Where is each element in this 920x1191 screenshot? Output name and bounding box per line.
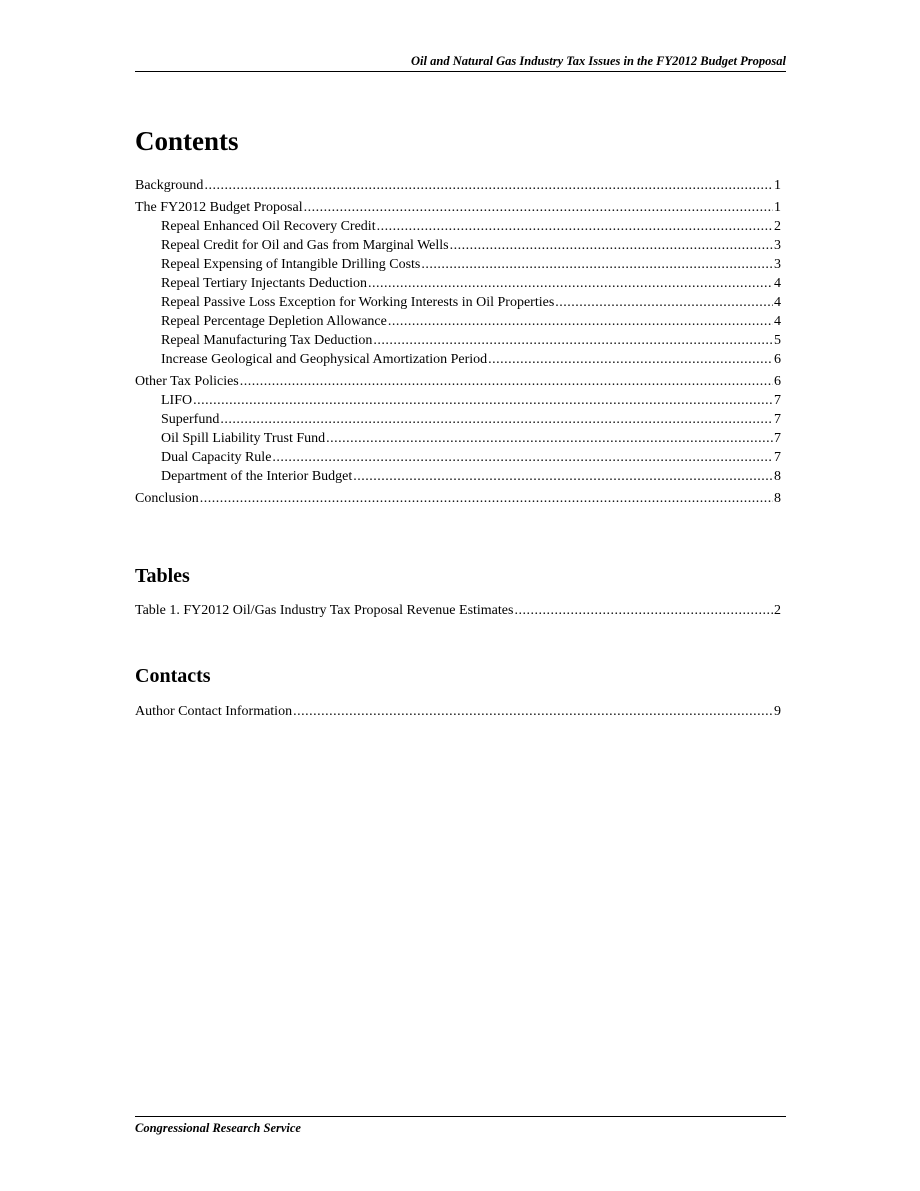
toc-entry-title: Oil Spill Liability Trust Fund bbox=[161, 431, 326, 446]
toc-entry-title: LIFO bbox=[161, 393, 193, 408]
toc-entry[interactable] bbox=[135, 274, 781, 293]
toc-entry-page: 2 bbox=[774, 603, 781, 618]
toc-leader-dots bbox=[373, 331, 773, 350]
toc-leader-dots bbox=[204, 176, 773, 195]
toc-leader-dots bbox=[272, 448, 773, 467]
toc-leader-dots bbox=[193, 391, 773, 410]
toc-entry[interactable] bbox=[135, 601, 781, 620]
toc-entry-page: 4 bbox=[774, 276, 781, 291]
toc-leader-dots bbox=[220, 410, 773, 429]
toc-entry-page: 6 bbox=[774, 352, 781, 367]
toc-entry[interactable] bbox=[135, 350, 781, 369]
toc-leader-dots bbox=[326, 429, 773, 448]
toc-entry-page: 1 bbox=[774, 178, 781, 193]
toc-leader-dots bbox=[200, 489, 773, 508]
toc-leader-dots bbox=[304, 198, 773, 217]
toc-entry[interactable] bbox=[135, 331, 781, 350]
toc-entry-title: Conclusion bbox=[135, 491, 199, 506]
toc-entry[interactable] bbox=[135, 410, 781, 429]
toc-entry[interactable] bbox=[135, 391, 781, 410]
toc-entry-title: Author Contact Information bbox=[135, 704, 293, 719]
toc-entry-page: 1 bbox=[774, 200, 781, 215]
toc-leader-dots bbox=[293, 702, 773, 721]
toc-entry-title: Repeal Credit for Oil and Gas from Marginal Wells bbox=[161, 238, 449, 253]
toc-entry[interactable] bbox=[135, 217, 781, 236]
toc-entry[interactable] bbox=[135, 372, 781, 391]
toc-entry[interactable] bbox=[135, 255, 781, 274]
toc-entry-title: The FY2012 Budget Proposal bbox=[135, 200, 303, 215]
toc-entry-title: Dual Capacity Rule bbox=[161, 450, 272, 465]
toc-entry-title: Repeal Tertiary Injectants Deduction bbox=[161, 276, 367, 291]
toc-leader-dots bbox=[368, 274, 773, 293]
toc-leader-dots bbox=[240, 372, 773, 391]
toc-leader-dots bbox=[421, 255, 773, 274]
toc-entry-title: Background bbox=[135, 178, 204, 193]
toc-entry[interactable] bbox=[135, 198, 781, 217]
toc-entry-page: 4 bbox=[774, 314, 781, 329]
toc-entry-page: 2 bbox=[774, 219, 781, 234]
toc-entry-title: Repeal Expensing of Intangible Drilling Costs bbox=[161, 257, 421, 272]
toc-entry-title: Department of the Interior Budget bbox=[161, 469, 353, 484]
toc-leader-dots bbox=[450, 236, 773, 255]
toc-leader-dots bbox=[377, 217, 773, 236]
toc-entry-page: 8 bbox=[774, 491, 781, 506]
contacts-list bbox=[135, 702, 781, 721]
toc-entry-title: Increase Geological and Geophysical Amortization Period bbox=[161, 352, 488, 367]
toc-entry-title: Repeal Enhanced Oil Recovery Credit bbox=[161, 219, 376, 234]
contents-list bbox=[135, 176, 781, 508]
toc-entry[interactable] bbox=[135, 236, 781, 255]
toc-entry[interactable] bbox=[135, 429, 781, 448]
toc-entry-page: 5 bbox=[774, 333, 781, 348]
tables-list bbox=[135, 601, 781, 620]
toc-leader-dots bbox=[555, 293, 773, 312]
toc-entry-title: Repeal Manufacturing Tax Deduction bbox=[161, 333, 373, 348]
toc-entry[interactable] bbox=[135, 702, 781, 721]
running-footer bbox=[135, 1116, 786, 1136]
toc-entry-page: 6 bbox=[774, 374, 781, 389]
toc-entry[interactable] bbox=[135, 293, 781, 312]
toc-entry-title: Superfund bbox=[161, 412, 220, 427]
toc-entry[interactable] bbox=[135, 489, 781, 508]
toc-entry-page: 7 bbox=[774, 412, 781, 427]
toc-entry-page: 7 bbox=[774, 431, 781, 446]
toc-entry-page: 8 bbox=[774, 469, 781, 484]
toc-entry-title: Repeal Percentage Depletion Allowance bbox=[161, 314, 387, 329]
tables-heading: Tables bbox=[135, 565, 190, 587]
toc-entry[interactable] bbox=[135, 448, 781, 467]
toc-entry-page: 7 bbox=[774, 393, 781, 408]
toc-leader-dots bbox=[388, 312, 773, 331]
contents-heading: Contents bbox=[135, 126, 239, 156]
contacts-heading: Contacts bbox=[135, 665, 211, 687]
toc-entry-page: 3 bbox=[774, 238, 781, 253]
toc-entry-page: 7 bbox=[774, 450, 781, 465]
toc-entry[interactable] bbox=[135, 176, 781, 195]
running-title: Oil and Natural Gas Industry Tax Issues in the FY2012 Budget Proposal bbox=[411, 54, 786, 68]
toc-entry-title: Table 1. FY2012 Oil/Gas Industry Tax Proposal Revenue Estimates bbox=[135, 603, 514, 618]
toc-entry-page: 3 bbox=[774, 257, 781, 272]
toc-entry-page: 4 bbox=[774, 295, 781, 310]
toc-leader-dots bbox=[488, 350, 773, 369]
running-header bbox=[135, 54, 786, 72]
footer-organization: Congressional Research Service bbox=[135, 1121, 301, 1135]
toc-leader-dots bbox=[353, 467, 773, 486]
toc-entry-title: Other Tax Policies bbox=[135, 374, 239, 389]
toc-entry-page: 9 bbox=[774, 704, 781, 719]
toc-leader-dots bbox=[514, 601, 773, 620]
toc-entry[interactable] bbox=[135, 467, 781, 486]
toc-entry[interactable] bbox=[135, 312, 781, 331]
toc-entry-title: Repeal Passive Loss Exception for Working Interests in Oil Properties bbox=[161, 295, 555, 310]
